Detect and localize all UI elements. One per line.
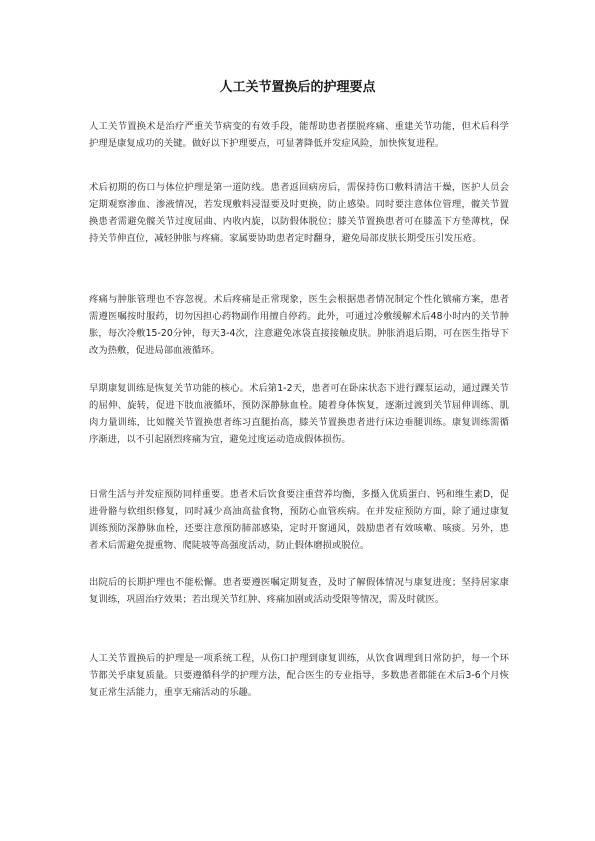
paragraph-rehab-training: 早期康复训练是恢复关节功能的核心。术后第1-2天，患者可在卧床状态下进行踝泵运动，通过踝关节的屈伸、旋转，促进下肢血液循环，预防深静脉血栓。随着身体恢复，逐渐过渡到关节屈伸训练、肌肉力量训练，比如髋关节置换患者练习直腿抬高，膝关节置换患者进行床边垂腿训练。康复训练需循序渐进，以不引起剧烈疼痛为宜，避免过度运动造成假体损伤。 — [89, 383, 509, 445]
document-title: 人工关节置换后的护理要点 — [219, 80, 376, 95]
paragraph-post-discharge: 出院后的长期护理也不能松懈。患者要遵医嘱定期复查，及时了解假体情况与康复进度；坚持居家康复训练，巩固治疗效果；若出现关节红肿、疼痛加剧或活动受限等情况，需及时就医。 — [89, 577, 509, 605]
paragraph-daily-life-and-complications: 日常生活与并发症预防同样重要。患者术后饮食要注重营养均衡，多摄入优质蛋白、钙和维生素D，促进骨骼与软组织修复，同时减少高油高盐食物，预防心血管疾病。在并发症预防方面，除了通过康复训练预防深静脉血栓，还要注意预防肺部感染，定时开窗通风，鼓励患者有效咳嗽、咳痰。另外，患者术后需避免提重物、爬陡坡等高强度活动，防止假体磨损或脱位。 — [89, 489, 509, 551]
paragraph-wound-and-posture: 术后初期的伤口与体位护理是第一道防线。患者返回病房后，需保持伤口敷料清洁干燥，医护人员会定期观察渗血、渗液情况，若发现敷料浸湿要及时更换，防止感染。同时要注意体位管理，髋关节置换患者需避免髋关节过度屈曲、内收内旋，以防假体脱位；膝关节置换患者可在膝盖下方垫薄枕，保持关节伸直位，减轻肿胀与疼痛。家属要协助患者定时翻身，避免局部皮肤长期受压引发压疮。 — [89, 182, 509, 244]
paragraph-pain-and-swelling: 疼痛与肿胀管理也不容忽视。术后疼痛是正常现象，医生会根据患者情况制定个性化镇痛方案，患者需遵医嘱按时服药，切勿因担心药物副作用擅自停药。此外，可通过冷敷缓解术后48小时内的关节肿胀，每次冷敷15-20分钟，每天3-4次，注意避免冰袋直接接触皮肤。肿胀消退后期，可在医生指导下改为热敷，促进局部血液循环。 — [89, 294, 509, 356]
paragraph-conclusion: 人工关节置换后的护理是一项系统工程，从伤口护理到康复训练，从饮食调理到日常防护，每一个环节都关乎康复质量。只要遵循科学的护理方法，配合医生的专业指导，多数患者都能在术后3-6个月恢复正常生活能力，重享无痛活动的乐趣。 — [89, 653, 509, 698]
paragraph-intro: 人工关节置换术是治疗严重关节病变的有效手段，能帮助患者摆脱疼痛、重建关节功能，但术后科学护理是康复成功的关键。做好以下护理要点，可显著降低并发症风险，加快恢复进程。 — [89, 121, 509, 149]
